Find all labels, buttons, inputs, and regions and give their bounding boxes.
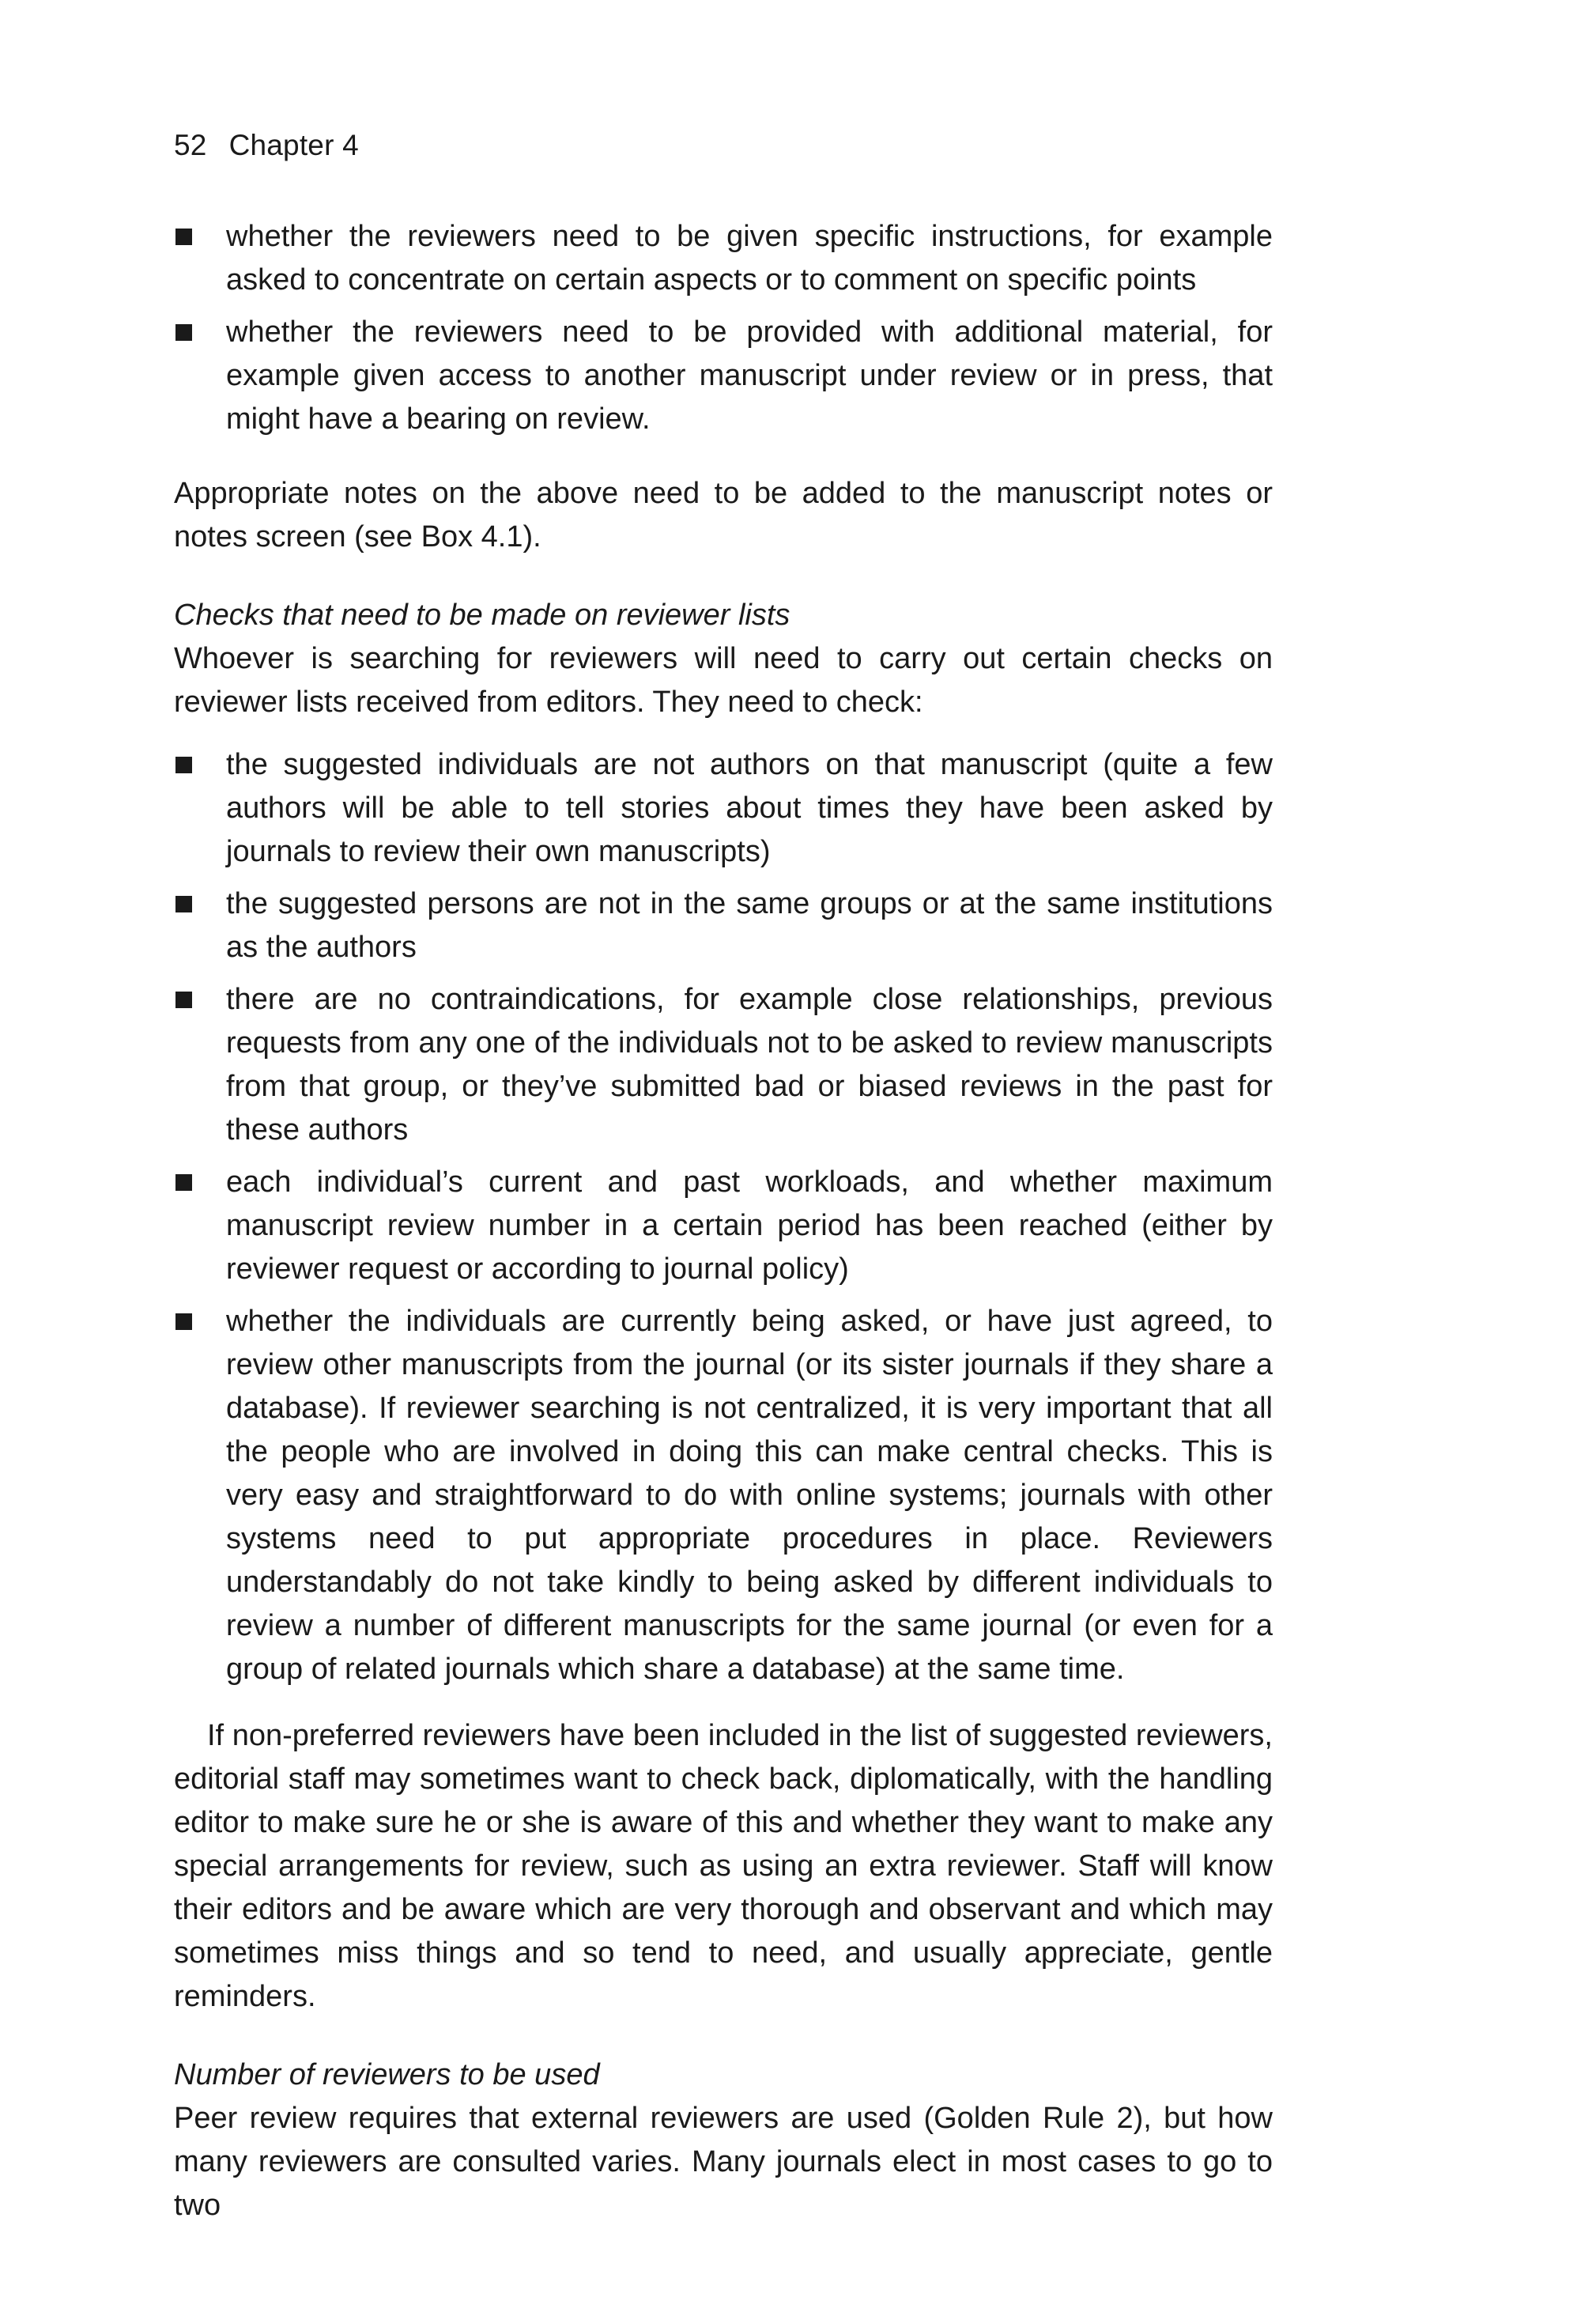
list-item-text: there are no contraindications, for example close relationships, previous requests from any one of the individuals not to be asked to review manuscripts from that group, or they’ve submitted bad or biased reviews in the past for these authors	[226, 983, 1273, 1147]
chapter-label: Chapter 4	[228, 129, 359, 161]
list-item-text: whether the reviewers need to be given specific instructions, for example asked to concentrate on certain aspects or to comment on specific points	[226, 220, 1273, 297]
square-bullet-icon	[175, 896, 192, 912]
square-bullet-icon	[175, 992, 192, 1008]
bullet-list-top	[174, 215, 1273, 441]
list-item	[174, 1300, 1273, 1691]
list-item	[174, 311, 1273, 441]
square-bullet-icon	[175, 1174, 192, 1191]
paragraph-number: Peer review requires that external reviewers are used (Golden Rule 2), but how many reviewers are consulted varies. Many journals elect in most cases to go to two	[174, 2102, 1273, 2222]
list-item-text: whether the individuals are currently being asked, or have just agreed, to review other manuscripts from the journal (or its sister journals if they share a database). If reviewer searching is not centralized, it is very important that all the people who are involved in doing this can make central checks. This is very easy and straightforward to do with online systems; journals with other systems need to put appropriate procedures in place. Reviewers understandably do not take kindly to being asked by different individuals to review a number of different manuscripts for the same journal (or even for a group of related journals which share a database) at the same time.	[226, 1305, 1273, 1686]
page-number: 52	[174, 129, 207, 161]
list-item-text: the suggested individuals are not authors on that manuscript (quite a few authors will be able to tell stories about times they have been asked by journals to review their own manuscripts)	[226, 748, 1273, 868]
bullet-list-checks	[174, 743, 1273, 1691]
list-item	[174, 1161, 1273, 1291]
square-bullet-icon	[175, 324, 192, 341]
page	[174, 127, 1273, 2227]
paragraph-notes: Appropriate notes on the above need to be added to the manuscript notes or notes screen (see Box 4.1).	[174, 477, 1273, 553]
square-bullet-icon	[175, 1313, 192, 1330]
paragraph-checks-intro: Whoever is searching for reviewers will need to carry out certain checks on reviewer lists received from editors. They need to check:	[174, 642, 1273, 719]
square-bullet-icon	[175, 757, 192, 773]
section-heading-number: Number of reviewers to be used	[174, 2058, 600, 2091]
running-head	[174, 127, 1273, 164]
list-item-text: each individual’s current and past workloads, and whether maximum manuscript review number in a certain period has been reached (either by reviewer request or according to journal policy)	[226, 1166, 1273, 1286]
paragraph-nonpreferred: If non-preferred reviewers have been included in the list of suggested reviewers, editorial staff may sometimes want to check back, diplomatically, with the handling editor to make sure he or she is aware of this and whether they want to make any special arrangements for review, such as using an extra reviewer. Staff will know their editors and be aware which are very thorough and observant and which may sometimes miss things and so tend to need, and usually appreciate, gentle reminders.	[174, 1719, 1273, 2013]
list-item-text: whether the reviewers need to be provided with additional material, for example given access to another manuscript under review or in press, that might have a bearing on review.	[226, 315, 1273, 436]
list-item	[174, 743, 1273, 874]
list-item	[174, 978, 1273, 1152]
section-heading-checks: Checks that need to be made on reviewer lists	[174, 599, 790, 632]
list-item	[174, 215, 1273, 302]
list-item	[174, 882, 1273, 969]
square-bullet-icon	[175, 229, 192, 245]
list-item-text: the suggested persons are not in the same groups or at the same institutions as the authors	[226, 887, 1273, 964]
